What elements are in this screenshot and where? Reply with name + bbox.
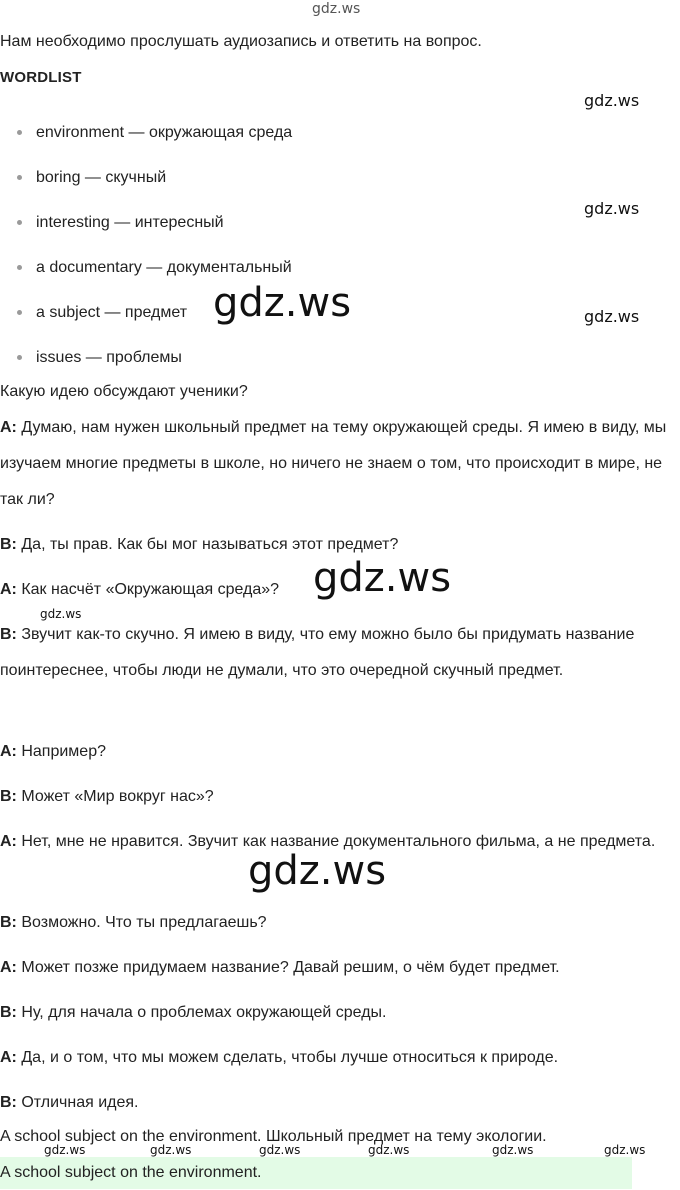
bullet-icon bbox=[17, 355, 22, 360]
dialogue-line bbox=[0, 950, 678, 986]
wordlist-item: a documentary — документальный bbox=[0, 245, 292, 290]
dialogue-line bbox=[0, 617, 678, 689]
dialogue-text: Нет, мне не нравится. Звучит как название документального фильма, а не предмета. bbox=[16, 833, 656, 850]
dialogue-text: Может позже придумаем название? Давай решим, о чём будет предмет. bbox=[16, 959, 560, 976]
dialogue-line bbox=[0, 905, 678, 941]
bullet-icon bbox=[17, 310, 22, 315]
speaker-label: A: bbox=[0, 743, 17, 760]
question: Какую идею обсуждают ученики? bbox=[0, 383, 248, 400]
dialogue-text: Думаю, нам нужен школьный предмет на тему окружающей среды. Я имею в виду, мы изучаем многие предметы в школе, но ничего не знаем о том, что происходит в мире, не так ли? bbox=[0, 419, 667, 508]
watermark: gdz.ws bbox=[584, 199, 640, 218]
wordlist-heading: WORDLIST bbox=[0, 69, 82, 86]
dialogue-text: Да, ты прав. Как бы мог называться этот предмет? bbox=[16, 536, 399, 553]
answer-highlight bbox=[0, 1157, 632, 1189]
dialogue-line bbox=[0, 410, 678, 518]
watermark: gdz.ws bbox=[584, 307, 640, 326]
dialogue-text: Звучит как-то скучно. Я имею в виду, что ему можно было бы придумать название поинтереснее, чтобы люди не думали, что это очередной скучный предмет. bbox=[0, 626, 635, 679]
speaker-label: B: bbox=[0, 1004, 17, 1021]
dialogue-text: Ну, для начала о проблемах окружающей среды. bbox=[16, 1004, 387, 1021]
wordlist-item: environment — окружающая среда bbox=[0, 110, 292, 155]
watermark: gdz.ws bbox=[313, 555, 452, 601]
answer-text: A school subject on the environment. bbox=[0, 1164, 262, 1181]
watermark-top: gdz.ws bbox=[312, 1, 361, 17]
speaker-label: A: bbox=[0, 959, 17, 976]
speaker-label: A: bbox=[0, 581, 17, 598]
speaker-label: B: bbox=[0, 626, 17, 643]
dialogue-text: Как насчёт «Окружающая среда»? bbox=[16, 581, 280, 598]
dialogue-text: Например? bbox=[16, 743, 106, 760]
speaker-label: A: bbox=[0, 1049, 17, 1066]
dialogue-line bbox=[0, 1085, 678, 1121]
speaker-label: A: bbox=[0, 419, 17, 436]
wordlist-item: interesting — интересный bbox=[0, 200, 292, 245]
watermark: gdz.ws bbox=[150, 1143, 192, 1157]
bullet-icon bbox=[17, 220, 22, 225]
dialogue-line bbox=[0, 995, 678, 1031]
wordlist-item: a subject — предмет bbox=[0, 290, 292, 335]
dialogue-text: Да, и о том, что мы можем сделать, чтобы лучше относиться к природе. bbox=[16, 1049, 559, 1066]
watermark: gdz.ws bbox=[492, 1143, 534, 1157]
watermark: gdz.ws bbox=[44, 1143, 86, 1157]
dialogue-line bbox=[0, 1040, 678, 1076]
speaker-label: B: bbox=[0, 788, 17, 805]
speaker-label: B: bbox=[0, 1094, 17, 1111]
watermark: gdz.ws bbox=[213, 280, 352, 326]
dialogue-text: Отличная идея. bbox=[16, 1094, 139, 1111]
dialogue-line bbox=[0, 779, 678, 815]
watermark: gdz.ws bbox=[368, 1143, 410, 1157]
bullet-icon bbox=[17, 265, 22, 270]
watermark: gdz.ws bbox=[40, 607, 82, 621]
task-intro: Нам необходимо прослушать аудиозапись и ответить на вопрос. bbox=[0, 33, 482, 50]
wordlist bbox=[0, 110, 292, 380]
watermark: gdz.ws bbox=[584, 91, 640, 110]
bullet-icon bbox=[17, 130, 22, 135]
speaker-label: B: bbox=[0, 536, 17, 553]
watermark: gdz.ws bbox=[604, 1143, 646, 1157]
dialogue-text: Возможно. Что ты предлагаешь? bbox=[16, 914, 267, 931]
wordlist-item: issues — проблемы bbox=[0, 335, 292, 380]
answer-summary: A school subject on the environment. Школьный предмет на тему экологии. bbox=[0, 1128, 547, 1145]
dialogue-text: Может «Мир вокруг нас»? bbox=[16, 788, 214, 805]
wordlist-item: boring — скучный bbox=[0, 155, 292, 200]
bullet-icon bbox=[17, 175, 22, 180]
speaker-label: A: bbox=[0, 833, 17, 850]
watermark: gdz.ws bbox=[259, 1143, 301, 1157]
watermark: gdz.ws bbox=[248, 848, 387, 894]
dialogue-line bbox=[0, 734, 678, 770]
speaker-label: B: bbox=[0, 914, 17, 931]
